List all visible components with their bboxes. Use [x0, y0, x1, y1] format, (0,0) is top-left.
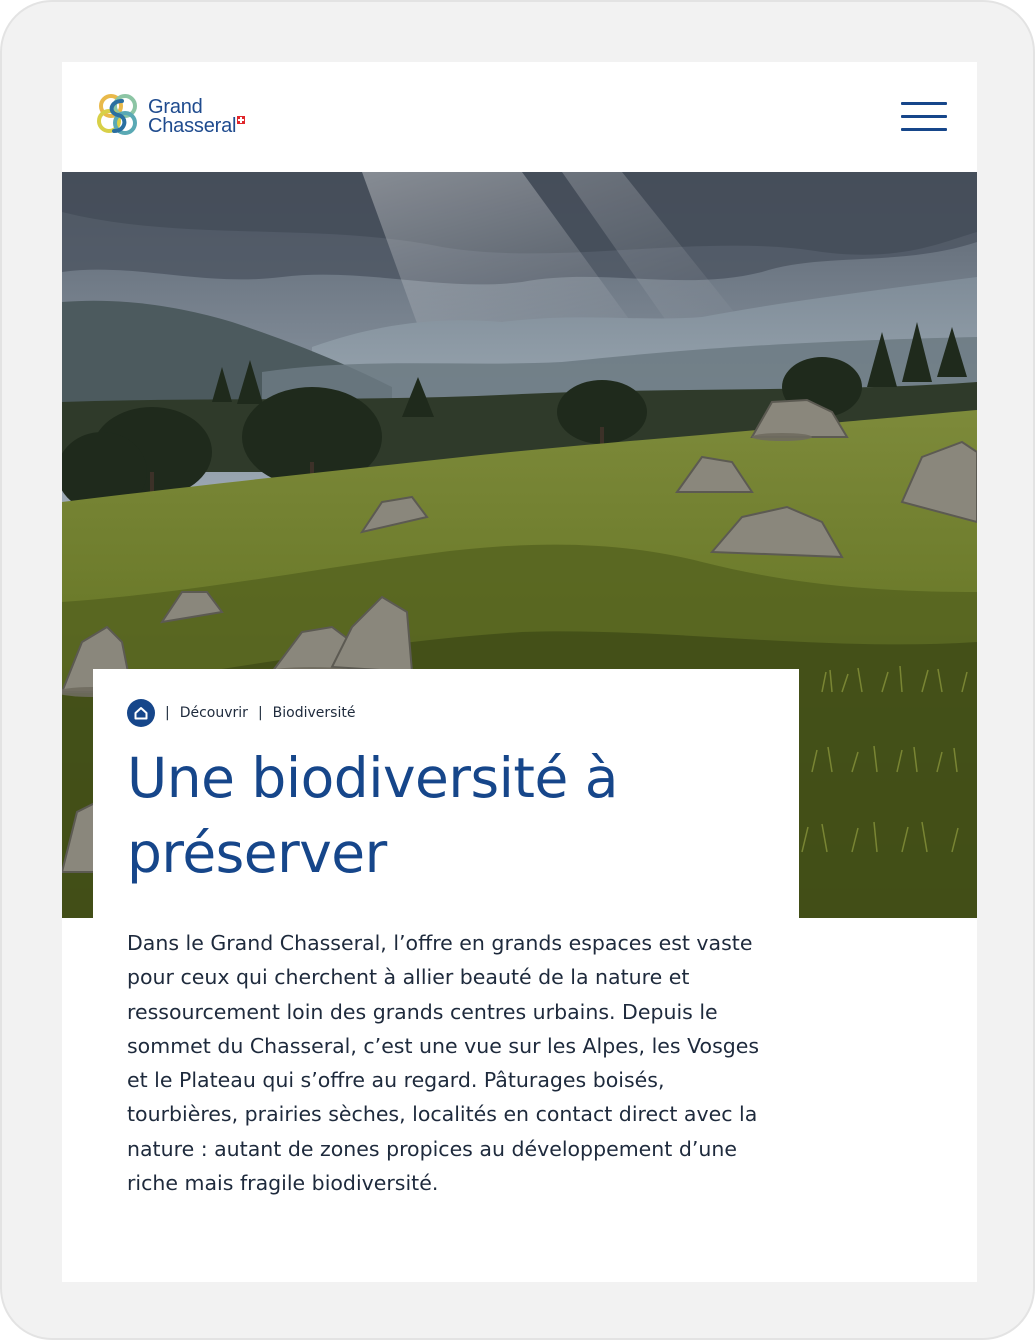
logo-line-2-text: Chasseral — [148, 115, 237, 137]
screen — [62, 62, 977, 1282]
breadcrumb-separator: | — [165, 705, 170, 721]
menu-bar-bottom — [901, 128, 947, 131]
breadcrumb-item-decouvrir[interactable]: Découvrir — [179, 705, 248, 721]
grand-chasseral-logo-icon — [92, 91, 144, 143]
intro-paragraph: Dans le Grand Chasseral, l’offre en grands espaces est vaste pour ceux qui cherchent à allier beauté de la nature et ressourcement loin des grands centres urbains. Depuis le sommet du Chasseral, c’est une vue sur les Alpes, les Vosges et le Plateau qui s’offre au regard. Pâturages boisés, tourbières, prairies sèches, localités en contact direct avec la nature : autant de zones propices au développement d’une riche mais fragile biodiversité. — [127, 931, 760, 1196]
title-card — [93, 669, 799, 929]
site-logo[interactable] — [92, 90, 245, 144]
breadcrumb — [127, 699, 355, 727]
page-title: Une biodiversité à préserver — [127, 746, 618, 885]
hamburger-menu-icon[interactable] — [901, 102, 947, 132]
house-glyph — [133, 705, 149, 721]
breadcrumb-item-biodiversite[interactable]: Biodiversité — [272, 705, 356, 721]
home-icon[interactable] — [127, 699, 155, 727]
menu-bar-middle — [901, 115, 947, 118]
logo-wordmark — [148, 98, 245, 136]
logo-line-1: Grand — [148, 96, 203, 118]
site-header — [62, 62, 977, 172]
menu-bar-top — [901, 102, 947, 105]
logo-line-2 — [148, 117, 245, 136]
swiss-flag-icon — [237, 116, 245, 124]
breadcrumb-separator: | — [257, 705, 263, 721]
